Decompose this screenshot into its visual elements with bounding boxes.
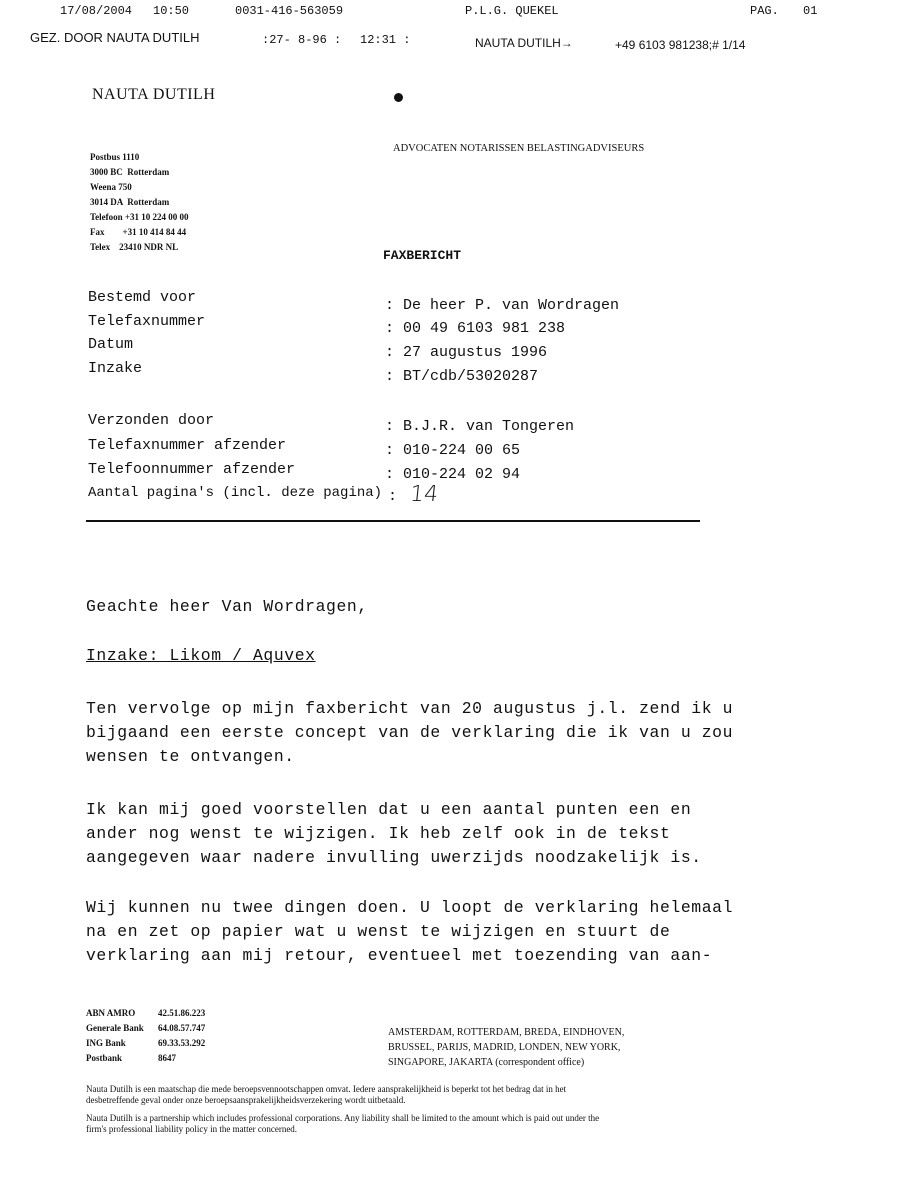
office-line: SINGAPORE, JAKARTA (correspondent office) bbox=[388, 1057, 585, 1068]
bank-number: 69.33.53.292 bbox=[158, 1038, 206, 1048]
address-line: Telex 23410 NDR NL bbox=[90, 242, 179, 252]
paragraph bbox=[86, 798, 702, 870]
field-label: Datum bbox=[88, 336, 134, 353]
disclaimer-line: firm's professional liability policy in the matter concerned. bbox=[86, 1124, 298, 1134]
fax-header-page: 01 bbox=[803, 4, 818, 18]
handwritten-page-count: 14 bbox=[408, 482, 440, 507]
office-list bbox=[388, 1025, 624, 1070]
disclaimer-en bbox=[86, 1113, 599, 1135]
field-value: : 010-224 02 94 bbox=[385, 466, 521, 483]
text-line: bijgaand een eerste concept van de verklaring die ik van u zou bbox=[86, 723, 734, 742]
disclaimer-line: Nauta Dutilh is a partnership which includes professional corporations. Any liability shall be limited to the amount which is paid out under the bbox=[86, 1113, 600, 1123]
fax-header-date: 17/08/2004 bbox=[60, 4, 133, 18]
disclaimer-line: desbetreffende geval onder onze beroepsaansprakelijkheidsverzekering wordt uitbetaald. bbox=[86, 1095, 406, 1105]
address-line: Postbus 1110 bbox=[90, 152, 140, 162]
text-line: Ik kan mij goed voorstellen dat u een aantal punten een en bbox=[86, 800, 692, 819]
address-line: Telefoon +31 10 224 00 00 bbox=[90, 212, 189, 222]
field-value: : 27 augustus 1996 bbox=[385, 344, 548, 361]
bank-number: 42.51.86.223 bbox=[158, 1008, 206, 1018]
field-value: : bbox=[388, 488, 398, 505]
divider bbox=[86, 520, 700, 522]
field-label: Telefoonnummer afzender bbox=[88, 461, 296, 478]
paragraph bbox=[86, 697, 733, 769]
field-value: : BT/cdb/53020287 bbox=[385, 368, 539, 385]
fax-header-dest: +49 6103 981238;# 1/14 bbox=[615, 38, 746, 52]
office-line: BRUSSEL, PARIJS, MADRID, LONDEN, NEW YORK, bbox=[388, 1042, 621, 1053]
subject-line: Inzake: Likom / Aquvex bbox=[86, 646, 316, 665]
salutation: Geachte heer Van Wordragen, bbox=[86, 597, 368, 616]
field-value: : B.J.R. van Tongeren bbox=[385, 418, 575, 435]
disclaimer-nl bbox=[86, 1084, 566, 1106]
fax-header-sender: P.L.G. QUEKEL bbox=[465, 4, 559, 18]
text-line: Wij kunnen nu twee dingen doen. U loopt de verklaring helemaal bbox=[86, 898, 734, 917]
field-value: : De heer P. van Wordragen bbox=[385, 297, 620, 314]
address-line: Weena 750 bbox=[90, 182, 132, 192]
field-label: Telefaxnummer bbox=[88, 313, 206, 330]
disclaimer-line: Nauta Dutilh is een maatschap die mede beroepsvennootschappen omvat. Iedere aansprakelijkheid is beperkt tot het bedrag dat in het bbox=[86, 1084, 567, 1094]
field-label: Telefaxnummer afzender bbox=[88, 437, 287, 454]
firm-tagline: ADVOCATEN NOTARISSEN BELASTINGADVISEURS bbox=[393, 143, 645, 154]
firm-address bbox=[90, 150, 189, 255]
bank-names bbox=[86, 1006, 144, 1066]
document-title: FAXBERICHT bbox=[383, 248, 462, 263]
text-line: wensen te ontvangen. bbox=[86, 747, 295, 766]
bank-name: ABN AMRO bbox=[86, 1008, 136, 1018]
text-line: verklaring aan mij retour, eventueel met toezending van aan- bbox=[86, 946, 713, 965]
field-value: : 010-224 00 65 bbox=[385, 442, 521, 459]
paragraph bbox=[86, 896, 733, 968]
text-line: aangegeven waar nadere invulling uwerzijds noodzakelijk is. bbox=[86, 848, 702, 867]
field-value: : 00 49 6103 981 238 bbox=[385, 320, 566, 337]
fax-header-page-label: PAG. bbox=[750, 4, 779, 18]
address-line: Fax +31 10 414 84 44 bbox=[90, 227, 187, 237]
field-label: Aantal pagina's (incl. deze pagina) bbox=[88, 485, 383, 501]
logo-dot bbox=[394, 93, 403, 102]
office-line: AMSTERDAM, ROTTERDAM, BREDA, EINDHOVEN, bbox=[388, 1027, 625, 1038]
text-line: ander nog wenst te wijzigen. Ik heb zelf ook in de tekst bbox=[86, 824, 671, 843]
firm-name: NAUTA DUTILH bbox=[92, 86, 216, 103]
text-line: Ten vervolge op mijn faxbericht van 20 augustus j.l. zend ik u bbox=[86, 699, 734, 718]
text-line: na en zet op papier wat u wenst te wijzigen en stuurt de bbox=[86, 922, 671, 941]
bank-numbers bbox=[158, 1006, 205, 1066]
field-label: Inzake bbox=[88, 360, 143, 377]
fax-header-time: 10:50 bbox=[153, 4, 190, 18]
bank-name: ING Bank bbox=[86, 1038, 126, 1048]
bank-name: Generale Bank bbox=[86, 1023, 144, 1033]
fax-header-date2: :27- 8-96 : bbox=[262, 33, 342, 47]
fax-header-number: 0031-416-563059 bbox=[235, 4, 344, 18]
address-line: 3000 BC Rotterdam bbox=[90, 167, 170, 177]
fax-header-to: NAUTA DUTILH→ bbox=[475, 36, 573, 50]
field-label: Bestemd voor bbox=[88, 289, 197, 306]
address-line: 3014 DA Rotterdam bbox=[90, 197, 170, 207]
bank-number: 64.08.57.747 bbox=[158, 1023, 206, 1033]
fax-header-time2: 12:31 : bbox=[360, 33, 411, 47]
bank-name: Postbank bbox=[86, 1053, 123, 1063]
fax-header-from: GEZ. DOOR NAUTA DUTILH bbox=[30, 30, 200, 45]
field-label: Verzonden door bbox=[88, 412, 215, 429]
bank-number: 8647 bbox=[158, 1053, 176, 1063]
